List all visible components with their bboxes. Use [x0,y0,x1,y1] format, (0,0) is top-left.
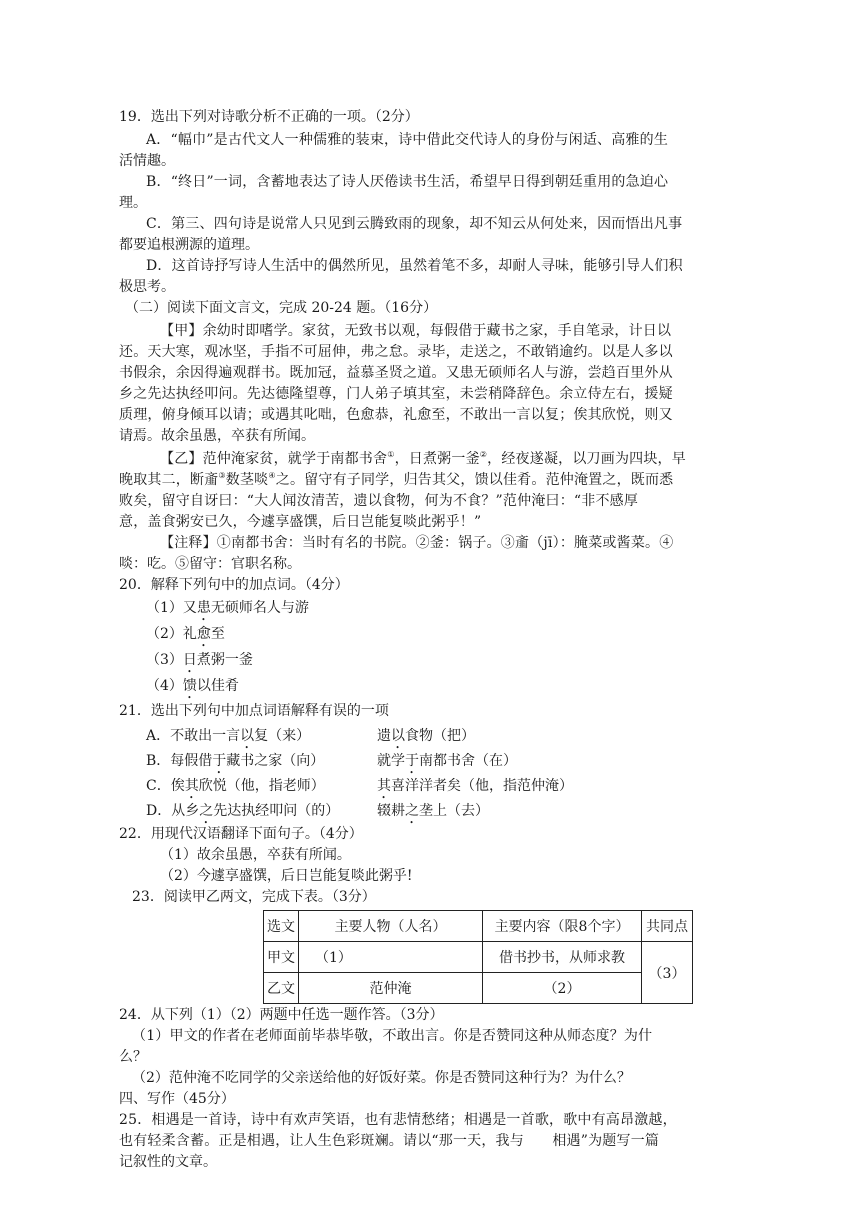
yi-line-1b: ，日煮粥一釜 [394,451,480,467]
q19-option-b: B．“终日”一词，含蓄地表达了诗人厌倦读书生活，希望早日得到朝廷重用的急迫心 [146,174,669,190]
q19-option-d-cont: 极思考。 [119,279,175,295]
q20-item-2 [146,625,225,650]
q20-item-1c: 无硕师名人与游 [210,600,309,616]
yi-line-1 [160,450,686,468]
table-cell: 甲文 [264,942,299,973]
q21-option-c-left [146,777,325,802]
table-row [264,973,693,1004]
jia-line-5: 质理，俯身倾耳以请；或遇其叱咄，色愈恭，礼愈至，不敢出一言以复；俟其欣悦，则又 [119,407,673,423]
q21-b-r: 就学 [377,753,405,769]
footnote-marker-2: ② [479,450,488,459]
q20-item-4c: 以佳肴 [196,678,239,694]
q21-d-lr: 先达执经叩问（的） [213,803,340,819]
q21-d-rd: 之 [405,803,419,819]
q20-item-3c: 煮粥一釜 [196,652,253,668]
q20-item-3 [146,651,253,676]
q23-stem: 23．阅读甲乙两文，完成下表。（3分） [132,889,376,905]
q22-sentence-2: （2）今遽享盛馔，后日岂能复啖此粥乎! [160,868,413,884]
jia-line-6: 请焉。故余虽愚，卒获有所闻。 [119,428,315,444]
q21-a-rd: 以 [391,728,405,744]
q21-a-r: 遗 [377,728,391,744]
footnote-marker-1: ① [387,450,395,459]
q21-b-lr: 藏书之家（向） [226,753,325,769]
q21-d-l: D．从乡 [146,803,200,819]
footnote-marker-4: ④ [268,471,276,480]
q20-item-2-dotted: 愈 [196,626,211,642]
jia-line-1: 【甲】余幼时即嗜学。家贫，无致书以观，每假借于藏书之家，手自笔录，计日以 [160,323,672,339]
section-4-title: 四、写作（45分） [119,1091,235,1107]
q21-a-l: A．不敢出一言 [146,728,241,744]
q21-option-d-left [146,802,339,827]
q21-c-rd: 其 [377,778,391,794]
jia-line-3: 书假余，余因得遍观群书。既加冠，益慕圣贤之道。又患无硕师名人与游，尝趋百里外从 [119,365,673,381]
q19-option-b-cont: 理。 [119,195,147,211]
yi-line-2b: 数茎啖 [225,472,269,488]
q24-option-1: （1）甲文的作者在老师面前毕恭毕敬，不敢出言。你是否赞同这种从师态度？为什 [132,1028,653,1044]
q21-option-c-right [377,777,573,802]
q21-c-lr: 欣悦（他，指老师） [198,778,325,794]
q24-option-2: （2）范仲淹不吃同学的父亲送给他的好饭好菜。你是否赞同这种行为？为什么？ [132,1070,631,1086]
table-header-cell: 主要内容（限8个字） [483,911,642,942]
q19-stem: 19．选出下列对诗歌分析不正确的一项。（2分） [119,109,419,125]
q21-c-l: C．俟 [146,778,185,794]
q19-option-a: A．“幅巾”是古代文人一种儒雅的装束，诗中借此交代诗人的身份与闲适、高雅的生 [146,132,669,148]
q20-item-1a: （1）又 [146,600,197,616]
q21-a-lr: 复（来） [254,728,311,744]
q22-stem: 22．用现代汉语翻译下面句子。（4分） [119,826,363,842]
notes-line-1: 【注释】①南都书舍：当时有名的书院。②釜：锅子。③齑（jī）：腌菜或酱菜。④ [160,535,674,551]
jia-line-2: 还。天大寒，观冰坚，手指不可屈伸，弗之怠。录毕，走送之，不敢销逾约。以是人多以 [119,344,673,360]
table-row [264,942,693,973]
q21-d-ld: 之 [199,803,214,819]
q21-option-b-left [146,752,324,777]
table-cell: （2） [483,973,642,1004]
q25-line-2: 也有轻柔含蓄。正是相遇，让人生色彩斑斓。请以“那一天，我与 相遇”为题写一篇 [119,1133,660,1149]
q25-line-1: 25．相遇是一首诗，诗中有欢声笑语，也有悲情愁绪；相遇是一首歌，歌中有高昂激越， [119,1112,677,1128]
table-cell: 借书抄书，从师求教 [483,942,642,973]
table-header-cell: 共同点 [642,911,693,942]
q19-option-c: C．第三、四句诗是说常人只见到云腾致雨的现象，却不知云从何处来，因而悟出凡事 [146,216,683,232]
table-cell: 范仲淹 [299,973,483,1004]
q21-option-d-right [377,802,489,827]
yi-line-2 [119,471,673,489]
q25-line-3: 记叙性的文章。 [119,1154,217,1170]
q20-item-1 [146,599,309,624]
q20-item-2a: （2）礼 [146,626,197,642]
q21-a-rr: 食物（把） [405,728,475,744]
footnote-marker-3: ③ [218,471,226,480]
q21-c-rr: 喜洋洋者矣（他，指范仲淹） [391,778,573,794]
q19-option-c-cont: 都要追根溯源的道理。 [119,237,259,253]
table-cell-common: （3） [642,942,693,1004]
table-header-cell: 选文 [264,911,299,942]
q21-b-rr: 南都书舍（在） [419,753,517,769]
q20-stem: 20．解释下列句中的加点词。（4分） [119,577,349,593]
q24-option-1-cont: 么？ [119,1049,147,1065]
jia-line-4: 乡之先达执经叩问。先达德隆望尊，门人弟子填其室，未尝稍降辞色。余立侍左右，援疑 [119,386,673,402]
q20-item-4 [146,677,239,702]
q19-option-d: D．这首诗抒写诗人生活中的偶然所见，虽然着笔不多，却耐人寻味，能够引导人们积 [146,258,683,274]
table-cell: （1） [299,942,483,973]
q21-b-rd: 于 [405,753,419,769]
yi-line-1a: 【乙】范仲淹家贫，就学于南都书舍 [160,451,388,467]
q21-b-ld: 于 [212,753,227,769]
q24-stem: 24．从下列（1）（2）两题中任选一题作答。（3分） [119,1007,444,1023]
q20-item-2c: 至 [210,626,225,642]
q22-sentence-1: （1）故余虽愚，卒获有所闻。 [160,847,351,863]
q21-d-r: 辍耕 [377,803,405,819]
q21-c-ld: 其 [184,778,199,794]
q21-a-ld: 以 [240,728,255,744]
yi-line-2a: 晚取其二，断齑 [119,472,219,488]
q21-b-l: B．每假借 [146,753,213,769]
q21-option-a-right [377,727,475,752]
q21-stem: 21．选出下列句中加点词语解释有误的一项 [119,703,389,719]
notes-line-2: 啖：吃。⑤留守：官职名称。 [119,556,301,572]
q21-option-a-left [146,727,310,752]
q20-item-1-dotted: 患 [196,600,211,616]
q23-table [263,910,693,1004]
table-header-row [264,911,693,942]
q19-option-a-cont: 活情趣。 [119,153,175,169]
q20-item-3-dotted: 日 [182,652,197,668]
yi-line-1c: ，经夜遂凝，以刀画为四块，早 [487,451,686,467]
q20-item-3a: （3） [146,652,183,668]
table-cell: 乙文 [264,973,299,1004]
q21-option-b-right [377,752,517,777]
q21-d-rr: 垄上（去） [419,803,489,819]
yi-line-2c: 之。留守有子同学，归告其父，馈以佳肴。范仲淹置之，既而悉 [275,472,674,488]
table-header-cell: 主要人物（人名） [299,911,483,942]
yi-line-4: 意，盖食粥安已久，今遽享盛馔，后日岂能复啖此粥乎！” [119,514,482,530]
q20-item-4a: （4） [146,678,183,694]
section-2-title: （二）阅读下面文言文，完成 20-24 题。（16分） [125,300,438,316]
q20-item-4-dotted: 馈 [182,678,197,694]
yi-line-3: 败矣，留守自讶曰：“大人闻汝清苦，遗以食物，何为不食？”范仲淹曰：“非不感厚 [119,493,639,509]
